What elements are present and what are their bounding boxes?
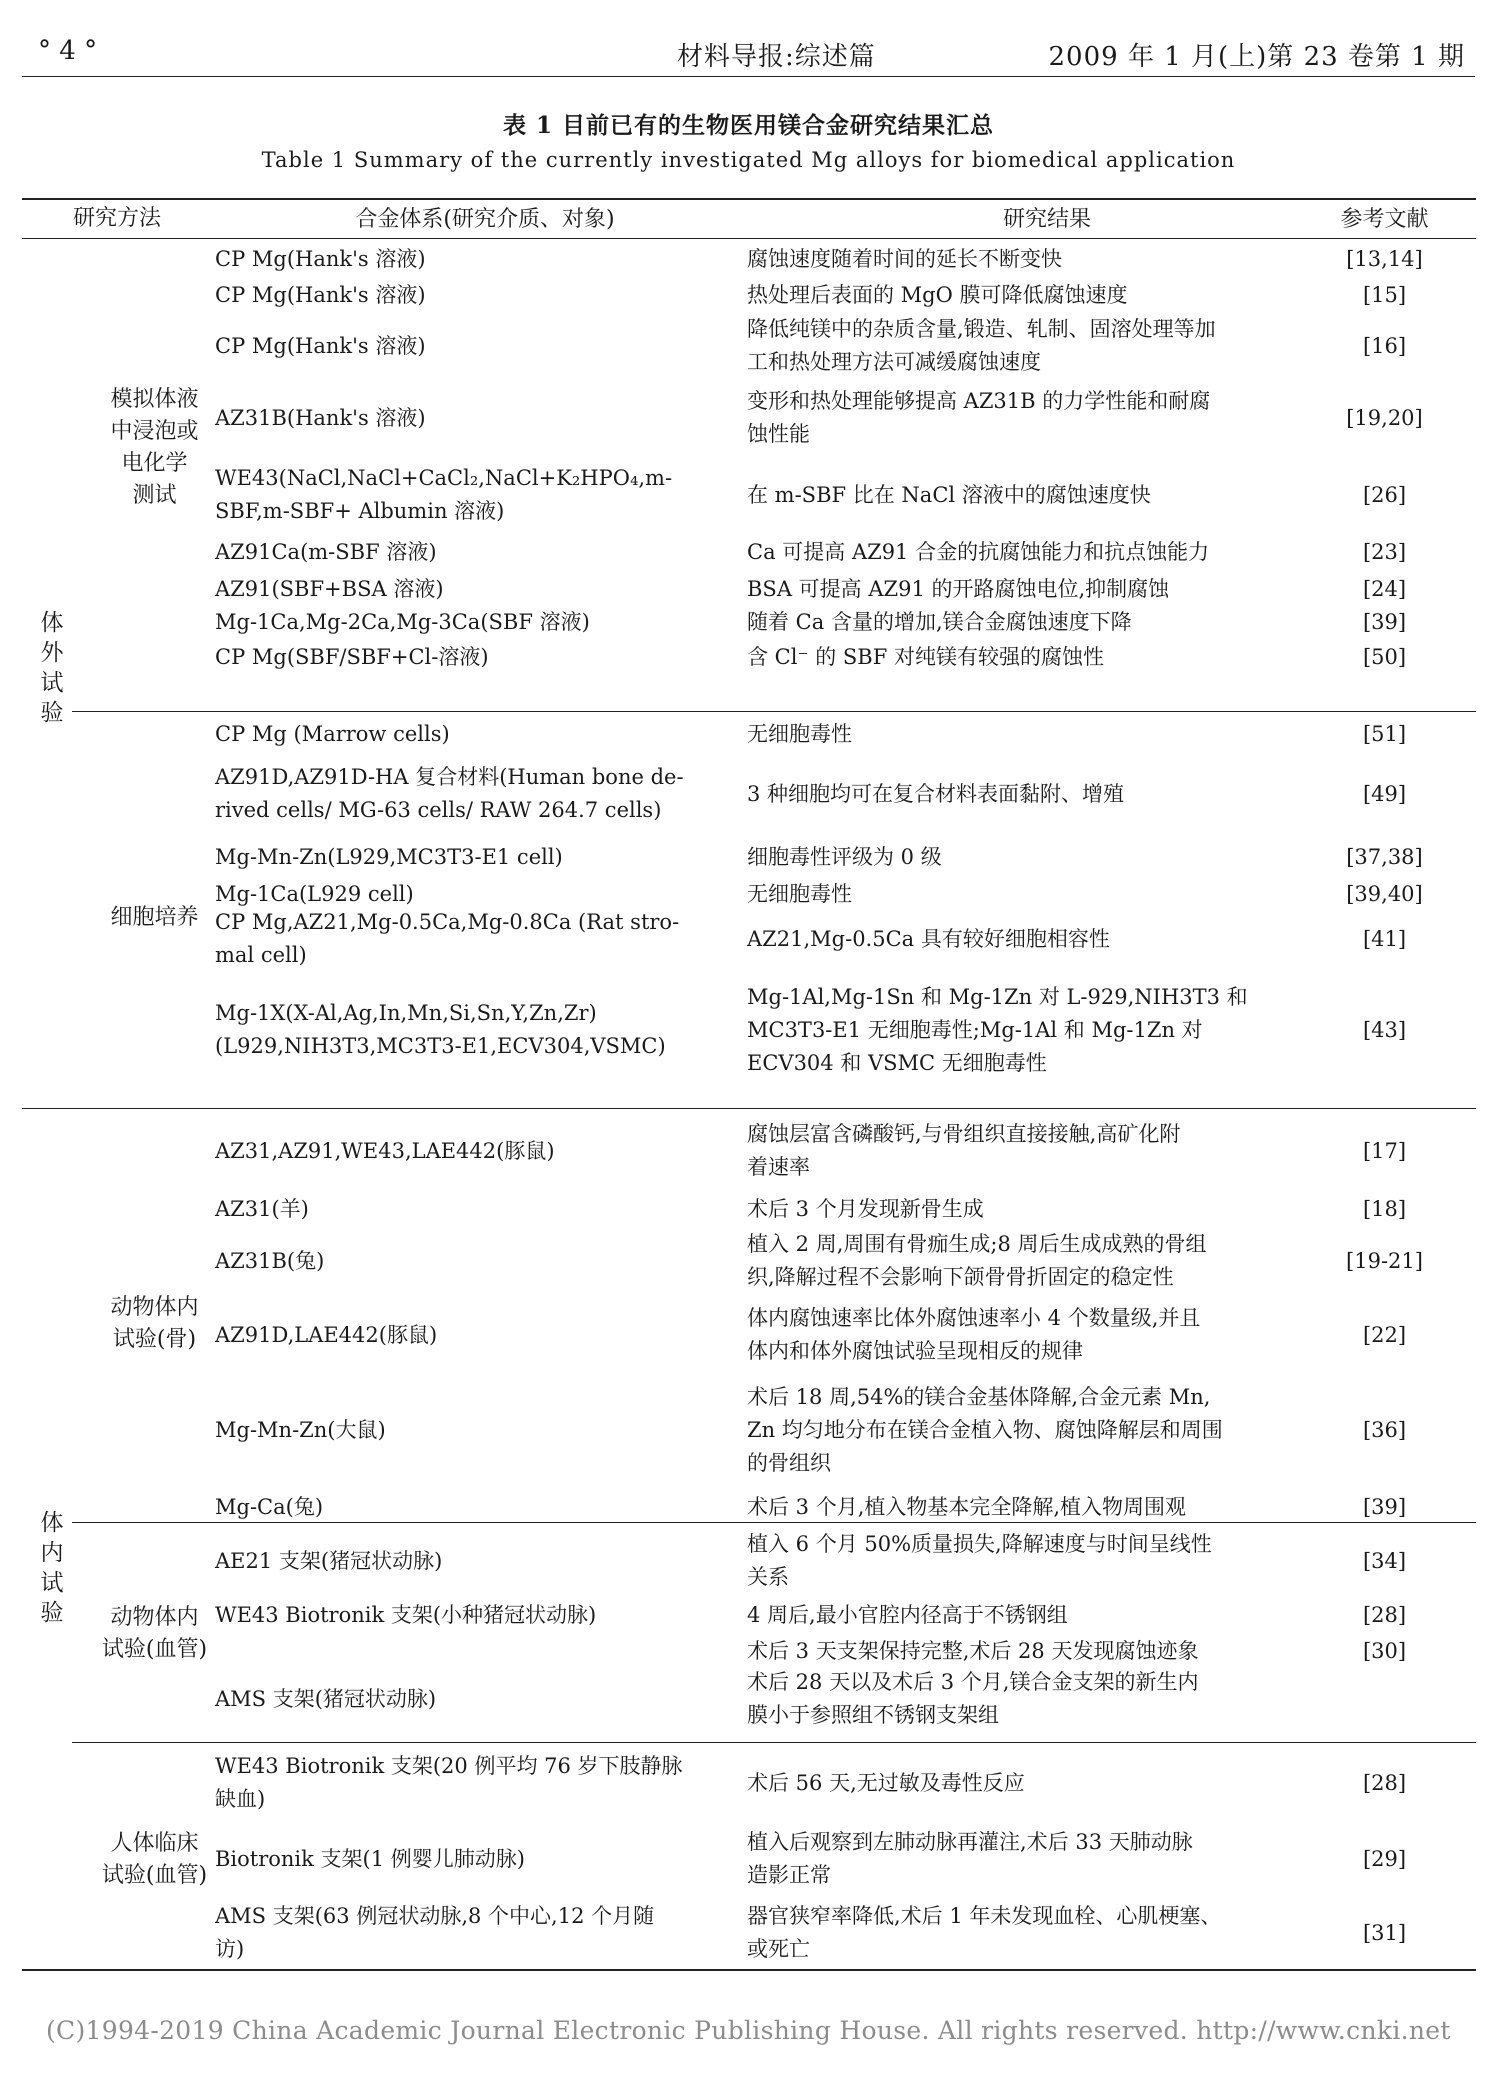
row-ref: [37,38] bbox=[1346, 844, 1423, 869]
row-alloy: AZ31(羊) bbox=[215, 1196, 309, 1221]
row-ref: [13,14] bbox=[1346, 246, 1423, 271]
row-alloy: AZ91(SBF+BSA 溶液) bbox=[215, 576, 444, 601]
row-alloy: AMS 支架(63 例冠状动脉,8 个中心,12 个月随 访) bbox=[215, 1904, 655, 1961]
row-result: 植入 6 个月 50%质量损失,降解速度与时间呈线性 关系 bbox=[747, 1532, 1212, 1589]
row-result: 降低纯镁中的杂质含量,锻造、轧制、固溶处理等加 工和热处理方法可减缓腐蚀速度 bbox=[747, 317, 1216, 374]
row-ref: [36] bbox=[1362, 1417, 1407, 1442]
row-alloy: AZ31,AZ91,WE43,LAE442(豚鼠) bbox=[215, 1138, 555, 1163]
row-result: 在 m-SBF 比在 NaCl 溶液中的腐蚀速度快 bbox=[747, 482, 1151, 507]
row-alloy: CP Mg(Hank's 溶液) bbox=[215, 246, 426, 271]
row-ref: [49] bbox=[1362, 781, 1407, 806]
row-ref: [28] bbox=[1362, 1770, 1407, 1795]
journal-section: 材料导报:综述篇 bbox=[677, 42, 876, 72]
row-ref: [39] bbox=[1362, 1494, 1407, 1519]
row-result: 变形和热处理能够提高 AZ31B 的力学性能和耐腐 蚀性能 bbox=[747, 389, 1211, 446]
row-alloy: AZ31B(Hank's 溶液) bbox=[215, 405, 426, 430]
row-alloy: Biotronik 支架(1 例婴儿肺动脉) bbox=[215, 1846, 525, 1871]
row-ref: [19,20] bbox=[1346, 405, 1423, 430]
row-result: 无细胞毒性 bbox=[747, 881, 852, 906]
row-ref: [15] bbox=[1362, 282, 1407, 307]
row-ref: [17] bbox=[1362, 1138, 1407, 1163]
row-ref: [28] bbox=[1362, 1602, 1407, 1627]
level-label-in-vivo: 体 内 试 验 bbox=[40, 1510, 64, 1626]
issue-info: 2009 年 1 月(上)第 23 卷第 1 期 bbox=[1048, 42, 1465, 72]
row-alloy bbox=[215, 1634, 755, 1668]
row-result: BSA 可提高 AZ91 的开路腐蚀电位,抑制腐蚀 bbox=[747, 576, 1170, 601]
row-result: 4 周后,最小官腔内径高于不锈钢组 bbox=[747, 1602, 1068, 1627]
row-result: 体内腐蚀速率比体外腐蚀速率小 4 个数量级,并且 体内和体外腐蚀试验呈现相反的规律 bbox=[747, 1306, 1201, 1363]
col-header-result: 研究结果 bbox=[1002, 206, 1091, 232]
row-ref: [23] bbox=[1362, 539, 1407, 564]
row-result: AZ21,Mg-0.5Ca 具有较好细胞相容性 bbox=[747, 926, 1110, 951]
row-result: 植入后观察到左肺动脉再灌注,术后 33 天肺动脉 造影正常 bbox=[747, 1830, 1193, 1887]
row-ref: [22] bbox=[1362, 1322, 1407, 1347]
row-ref bbox=[1322, 1664, 1447, 1734]
col-header-ref: 参考文献 bbox=[1340, 206, 1429, 232]
level-divider bbox=[22, 1108, 1476, 1109]
row-alloy: CP Mg(Hank's 溶液) bbox=[215, 282, 426, 307]
row-result: 3 种细胞均可在复合材料表面黏附、增殖 bbox=[747, 781, 1125, 806]
row-result: 器官狭窄率降低,术后 1 年未发现血栓、心肌梗塞、 或死亡 bbox=[747, 1904, 1222, 1961]
row-result: 术后 3 天支架保持完整,术后 28 天发现腐蚀迹象 bbox=[747, 1638, 1199, 1663]
page-number: ° 4 ° bbox=[38, 36, 98, 66]
method-group: 细胞培养 bbox=[110, 905, 199, 930]
col-header-alloy: 合金体系(研究介质、对象) bbox=[355, 206, 615, 232]
row-ref: [19-21] bbox=[1346, 1248, 1423, 1273]
row-result: 术后 28 天以及术后 3 个月,镁合金支架的新生内 膜小于参照组不锈钢支架组 bbox=[747, 1670, 1199, 1727]
row-result: 术后 3 个月发现新骨生成 bbox=[747, 1196, 984, 1221]
table-caption-zh: 表 1 目前已有的生物医用镁合金研究结果汇总 bbox=[502, 112, 995, 139]
method-group: 人体临床 试验(血管) bbox=[101, 1831, 208, 1888]
header-rule bbox=[22, 238, 1476, 239]
table-caption-en: Table 1 Summary of the currently investigated Mg alloys for biomedical application bbox=[261, 148, 1236, 172]
group-divider bbox=[72, 1742, 1476, 1743]
col-header-method: 研究方法 bbox=[72, 206, 161, 231]
row-alloy: WE43 Biotronik 支架(20 例平均 76 岁下肢静脉 缺血) bbox=[215, 1754, 683, 1811]
method-group: 模拟体液 中浸泡或 电化学 测试 bbox=[110, 387, 199, 508]
row-ref: [30] bbox=[1362, 1638, 1407, 1663]
row-result: 植入 2 周,周围有骨痂生成;8 周后生成成熟的骨组 织,降解过程不会影响下颌骨骨折固定的稳定性 bbox=[747, 1232, 1207, 1289]
table-top-rule bbox=[22, 198, 1476, 200]
row-result: 腐蚀速度随着时间的延长不断变快 bbox=[747, 246, 1062, 271]
row-result: 腐蚀层富含磷酸钙,与骨组织直接接触,高矿化附 着速率 bbox=[747, 1122, 1181, 1179]
row-alloy: Mg-Mn-Zn(L929,MC3T3-E1 cell) bbox=[215, 844, 563, 869]
level-label-in-vitro: 体 外 试 验 bbox=[40, 610, 64, 726]
table-bottom-rule bbox=[22, 1969, 1476, 1971]
row-alloy: CP Mg (Marrow cells) bbox=[215, 721, 450, 746]
summary-table bbox=[22, 198, 1476, 1971]
row-result: 术后 3 个月,植入物基本完全降解,植入物周围观 bbox=[747, 1494, 1187, 1519]
row-alloy: Mg-1Ca(L929 cell) bbox=[215, 881, 414, 906]
row-result: Ca 可提高 AZ91 合金的抗腐蚀能力和抗点蚀能力 bbox=[747, 539, 1210, 564]
method-group: 动物体内 试验(血管) bbox=[101, 1605, 208, 1662]
row-result: 细胞毒性评级为 0 级 bbox=[747, 844, 942, 869]
method-group: 动物体内 试验(骨) bbox=[110, 1295, 199, 1352]
row-ref: [34] bbox=[1362, 1548, 1407, 1573]
row-alloy: Mg-Mn-Zn(大鼠) bbox=[215, 1417, 386, 1442]
row-alloy: AZ91D,AZ91D-HA 复合材料(Human bone de- rived cells/ MG-63 cells/ RAW 264.7 cells) bbox=[215, 765, 684, 822]
row-result: 随着 Ca 含量的增加,镁合金腐蚀速度下降 bbox=[747, 609, 1132, 634]
row-result: 含 Cl⁻ 的 SBF 对纯镁有较强的腐蚀性 bbox=[747, 644, 1104, 669]
row-alloy: CP Mg,AZ21,Mg-0.5Ca,Mg-0.8Ca (Rat stro- mal cell) bbox=[215, 910, 680, 967]
row-ref: [29] bbox=[1362, 1846, 1407, 1871]
row-alloy: AZ31B(兔) bbox=[215, 1248, 325, 1273]
row-ref: [24] bbox=[1362, 576, 1407, 601]
row-alloy: WE43 Biotronik 支架(小种猪冠状动脉) bbox=[215, 1602, 597, 1627]
copyright-footer: (C)1994-2019 China Academic Journal Electronic Publishing House. All rights reserved. http://www.cnki.net bbox=[46, 2016, 1451, 2045]
row-ref: [51] bbox=[1362, 721, 1407, 746]
row-ref: [50] bbox=[1362, 644, 1407, 669]
row-alloy: Mg-Ca(兔) bbox=[215, 1494, 324, 1519]
row-ref: [18] bbox=[1362, 1196, 1407, 1221]
row-alloy: AZ91D,LAE442(豚鼠) bbox=[215, 1322, 438, 1347]
row-alloy: CP Mg(SBF/SBF+Cl-溶液) bbox=[215, 644, 489, 669]
row-alloy: AZ91Ca(m-SBF 溶液) bbox=[215, 539, 437, 564]
row-ref: [39] bbox=[1362, 609, 1407, 634]
row-ref: [31] bbox=[1362, 1920, 1407, 1945]
row-alloy: Mg-1Ca,Mg-2Ca,Mg-3Ca(SBF 溶液) bbox=[215, 609, 590, 634]
row-ref: [43] bbox=[1362, 1017, 1407, 1042]
row-result: 热处理后表面的 MgO 膜可降低腐蚀速度 bbox=[747, 282, 1128, 307]
row-result: 术后 56 天,无过敏及毒性反应 bbox=[747, 1770, 1025, 1795]
row-alloy: AE21 支架(猪冠状动脉) bbox=[215, 1548, 443, 1573]
row-ref: [41] bbox=[1362, 926, 1407, 951]
group-divider bbox=[72, 711, 1476, 712]
row-result: 无细胞毒性 bbox=[747, 721, 852, 746]
row-alloy: AMS 支架(猪冠状动脉) bbox=[215, 1686, 437, 1711]
row-ref: [39,40] bbox=[1346, 881, 1423, 906]
row-alloy: WE43(NaCl,NaCl+CaCl₂,NaCl+K₂HPO₄,m- SBF,m-SBF+ Albumin 溶液) bbox=[215, 466, 673, 523]
row-result: Mg-1Al,Mg-1Sn 和 Mg-1Zn 对 L-929,NIH3T3 和 MC3T3-E1 无细胞毒性;Mg-1Al 和 Mg-1Zn 对 ECV304 和 VSMC 无细胞毒性 bbox=[747, 984, 1248, 1075]
row-ref: [26] bbox=[1362, 482, 1407, 507]
row-result: 术后 18 周,54%的镁合金基体降解,合金元素 Mn, Zn 均匀地分布在镁合金植入物、腐蚀降解层和周围 的骨组织 bbox=[747, 1384, 1223, 1475]
page-header bbox=[22, 30, 1475, 77]
row-alloy: CP Mg(Hank's 溶液) bbox=[215, 333, 426, 358]
row-alloy: Mg-1X(X-Al,Ag,In,Mn,Si,Sn,Y,Zn,Zr) (L929,NIH3T3,MC3T3-E1,ECV304,VSMC) bbox=[215, 1001, 666, 1058]
row-ref: [16] bbox=[1362, 333, 1407, 358]
